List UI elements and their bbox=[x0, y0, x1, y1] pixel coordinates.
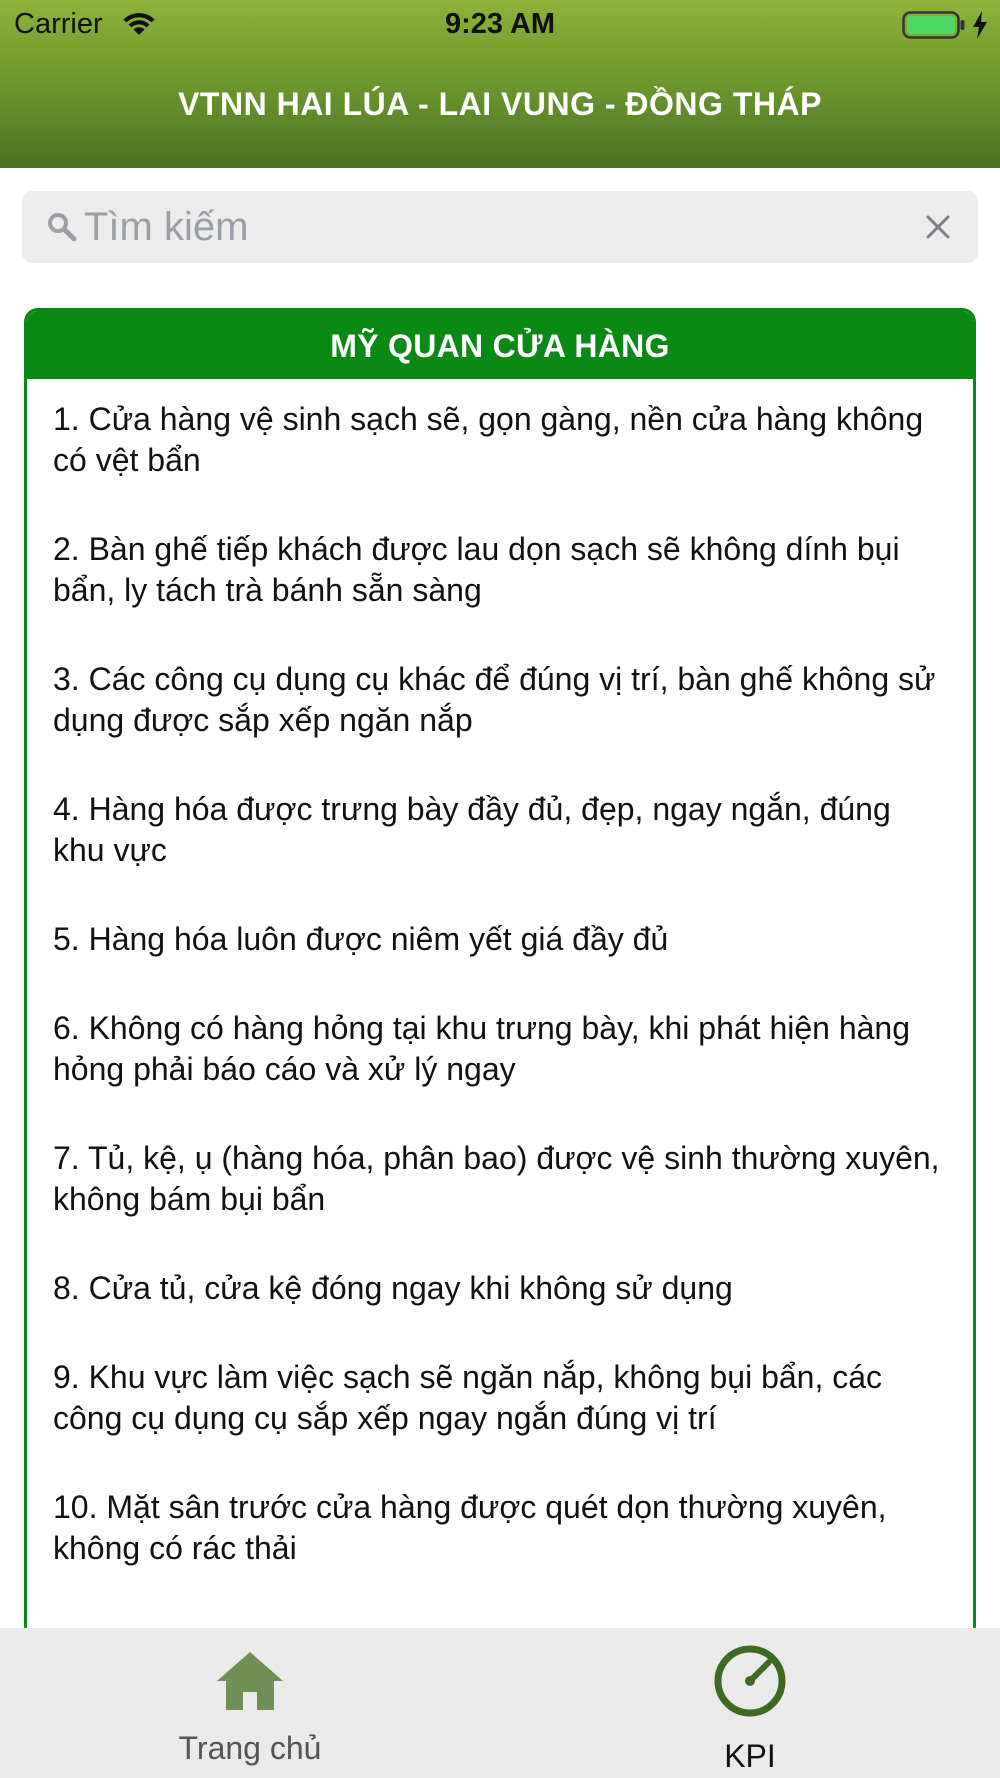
checklist-item: 4. Hàng hóa được trưng bày đầy đủ, đẹp, ngay ngắn, đúng khu vực bbox=[53, 791, 891, 868]
checklist-item: 5. Hàng hóa luôn được niêm yết giá đầy đủ bbox=[53, 921, 669, 957]
tab-bar bbox=[0, 1628, 1000, 1778]
checklist-item: 3. Các công cụ dụng cụ khác để đúng vị trí, bàn ghế không sử dụng được sắp xếp ngăn nắp bbox=[53, 661, 936, 738]
checklist-item: 2. Bàn ghế tiếp khách được lau dọn sạch sẽ không dính bụi bẩn, ly tách trà bánh sẵn sàng bbox=[53, 531, 900, 608]
battery-icon bbox=[902, 11, 966, 39]
card-title: MỸ QUAN CỬA HÀNG bbox=[27, 311, 973, 379]
tab-home-label: Trang chủ bbox=[178, 1730, 322, 1766]
checklist-item: 6. Không có hàng hỏng tại khu trưng bày, khi phát hiện hàng hỏng phải báo cáo và xử lý ngay bbox=[53, 1010, 911, 1087]
gauge-icon bbox=[712, 1643, 788, 1719]
search-input[interactable] bbox=[84, 191, 884, 263]
checklist-item: 10. Mặt sân trước cửa hàng được quét dọn thường xuyên, không có rác thải bbox=[53, 1489, 887, 1566]
checklist-item: 9. Khu vực làm việc sạch sẽ ngăn nắp, không bụi bẩn, các công cụ dụng cụ sắp xếp ngay ngắn đúng vị trí bbox=[53, 1359, 883, 1436]
search-bar[interactable] bbox=[22, 191, 978, 263]
tab-kpi-label: KPI bbox=[724, 1738, 776, 1774]
navigation-header bbox=[0, 0, 1000, 168]
carrier-label: Carrier bbox=[14, 8, 103, 40]
checklist-card bbox=[24, 308, 976, 1728]
search-icon bbox=[46, 211, 78, 243]
tab-kpi[interactable] bbox=[600, 1628, 900, 1778]
status-bar bbox=[0, 0, 1000, 50]
home-icon bbox=[215, 1650, 285, 1712]
checklist-item: 7. Tủ, kệ, ụ (hàng hóa, phân bao) được vệ sinh thường xuyên, không bám bụi bẩn bbox=[53, 1140, 940, 1217]
bolt-icon bbox=[970, 10, 990, 40]
checklist-item: 1. Cửa hàng vệ sinh sạch sẽ, gọn gàng, nền cửa hàng không có vệt bẩn bbox=[53, 401, 924, 478]
checklist-item: 8. Cửa tủ, cửa kệ đóng ngay khi không sử dụng bbox=[53, 1270, 733, 1306]
tab-home[interactable] bbox=[100, 1628, 400, 1778]
checklist bbox=[27, 379, 973, 1569]
clear-icon[interactable] bbox=[924, 213, 952, 241]
app-title: VTNN HAI LÚA - LAI VUNG - ĐỒNG THÁP bbox=[178, 86, 822, 122]
status-time: 9:23 AM bbox=[444, 8, 556, 40]
